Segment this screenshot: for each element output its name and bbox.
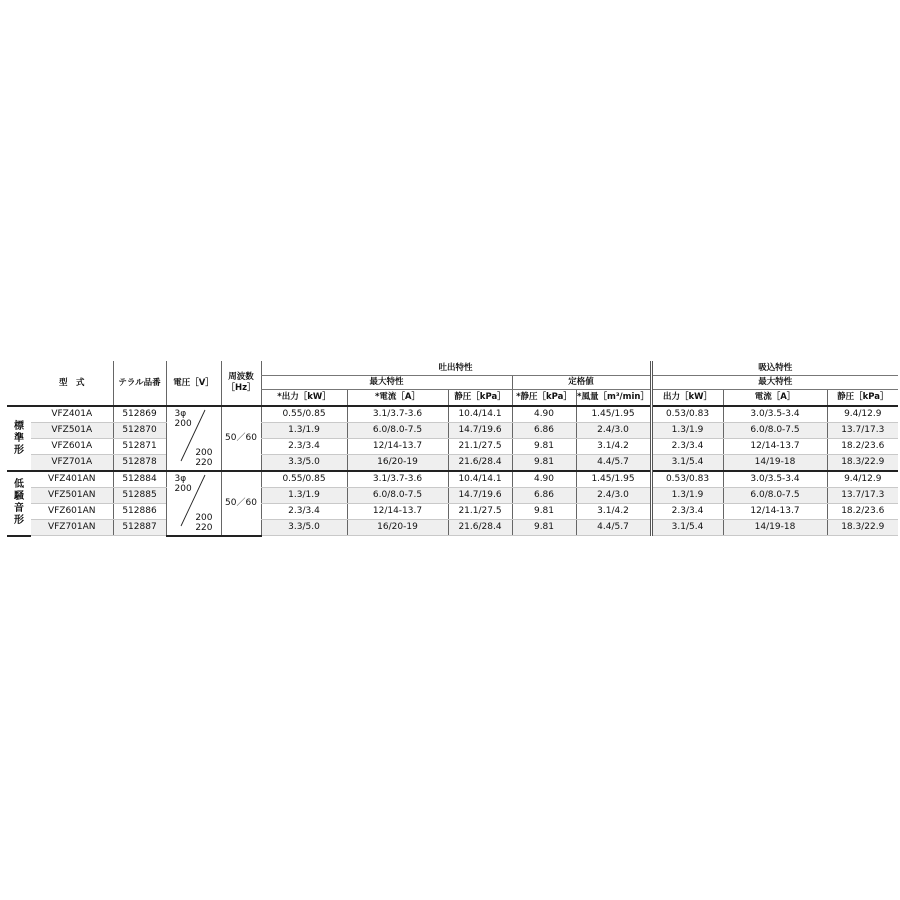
suction-static-cell: 13.7/17.3 xyxy=(827,423,898,439)
model-cell: VFZ501AN xyxy=(31,488,113,504)
group-label xyxy=(7,471,31,536)
frequency-cell: 50／60 xyxy=(221,471,261,536)
rated-static-cell: 9.81 xyxy=(512,504,576,520)
voltage-primary: 200 xyxy=(174,419,192,429)
discharge-current-cell: 16/20-19 xyxy=(347,455,448,472)
rated-airflow-cell: 3.1/4.2 xyxy=(576,439,651,455)
group-label-char: 音 xyxy=(14,503,24,515)
rated-airflow-header: *風量［m³/min］ xyxy=(576,390,651,407)
voltage-primary: 200 xyxy=(174,484,192,494)
suction-current-cell: 12/14-13.7 xyxy=(723,504,827,520)
table-row xyxy=(7,504,898,520)
suction-current-cell: 14/19-18 xyxy=(723,520,827,536)
terral-no-cell: 512869 xyxy=(113,406,166,423)
terral-no-cell: 512884 xyxy=(113,471,166,488)
suction-static-cell: 18.2/23.6 xyxy=(827,439,898,455)
suction-static-cell: 9.4/12.9 xyxy=(827,406,898,423)
suction-output-cell: 2.3/3.4 xyxy=(651,439,723,455)
suction-max-header: 最大特性 xyxy=(651,376,898,390)
terral-no-cell: 512886 xyxy=(113,504,166,520)
suction-output-cell: 0.53/0.83 xyxy=(651,406,723,423)
discharge-static-header: 静圧［kPa］ xyxy=(448,390,512,407)
table-row xyxy=(7,423,898,439)
model-cell: VFZ601AN xyxy=(31,504,113,520)
rated-airflow-cell: 4.4/5.7 xyxy=(576,455,651,472)
rated-static-cell: 9.81 xyxy=(512,520,576,536)
suction-static-cell: 18.3/22.9 xyxy=(827,455,898,472)
rated-airflow-cell: 2.4/3.0 xyxy=(576,423,651,439)
rated-static-cell: 6.86 xyxy=(512,488,576,504)
discharge-static-cell: 21.6/28.4 xyxy=(448,455,512,472)
terral-no-cell: 512871 xyxy=(113,439,166,455)
model-cell: VFZ701A xyxy=(31,455,113,472)
table-row xyxy=(7,406,898,423)
spec-table xyxy=(7,361,898,537)
terral-no-cell: 512870 xyxy=(113,423,166,439)
group-label-char: 準 xyxy=(14,432,24,444)
voltage-secondary-b: 220 xyxy=(195,522,213,533)
voltage-top xyxy=(175,474,192,494)
rated-airflow-cell: 4.4/5.7 xyxy=(576,520,651,536)
suction-output-cell: 3.1/5.4 xyxy=(651,520,723,536)
frequency-header-line2: ［Hz］ xyxy=(226,383,256,393)
frequency-header-line1: 周波数 xyxy=(228,372,254,382)
suction-current-cell: 12/14-13.7 xyxy=(723,439,827,455)
rated-static-cell: 4.90 xyxy=(512,406,576,423)
frequency-cell: 50／60 xyxy=(221,406,261,471)
rated-airflow-cell: 1.45/1.95 xyxy=(576,406,651,423)
voltage-secondary-b: 220 xyxy=(195,458,213,468)
voltage-cell xyxy=(166,406,221,471)
model-cell: VFZ601A xyxy=(31,439,113,455)
terral-no-cell: 512887 xyxy=(113,520,166,536)
suction-output-cell: 2.3/3.4 xyxy=(651,504,723,520)
suction-output-header: 出力［kW］ xyxy=(651,390,723,407)
suction-current-cell: 6.0/8.0-7.5 xyxy=(723,423,827,439)
discharge-current-header: *電流［A］ xyxy=(347,390,448,407)
discharge-output-cell: 1.3/1.9 xyxy=(261,488,347,504)
suction-output-cell: 1.3/1.9 xyxy=(651,488,723,504)
model-cell: VFZ401A xyxy=(31,406,113,423)
suction-static-cell: 13.7/17.3 xyxy=(827,488,898,504)
rated-static-header: *静圧［kPa］ xyxy=(512,390,576,407)
group-label-char: 標 xyxy=(14,420,24,432)
voltage-top xyxy=(175,409,192,429)
rated-airflow-cell: 3.1/4.2 xyxy=(576,504,651,520)
suction-current-cell: 3.0/3.5-3.4 xyxy=(723,406,827,423)
discharge-static-cell: 14.7/19.6 xyxy=(448,488,512,504)
group-label-char: 形 xyxy=(14,515,24,527)
discharge-static-cell: 10.4/14.1 xyxy=(448,406,512,423)
discharge-current-cell: 6.0/8.0-7.5 xyxy=(347,488,448,504)
model-cell: VFZ501A xyxy=(31,423,113,439)
model-cell: VFZ701AN xyxy=(31,520,113,536)
voltage-phase: 3φ xyxy=(174,409,187,419)
rated-static-cell: 4.90 xyxy=(512,471,576,488)
suction-static-cell: 18.3/22.9 xyxy=(827,520,898,536)
discharge-static-cell: 14.7/19.6 xyxy=(448,423,512,439)
discharge-current-cell: 3.1/3.7-3.6 xyxy=(347,406,448,423)
rated-static-cell: 6.86 xyxy=(512,423,576,439)
voltage-bottom xyxy=(195,448,212,468)
suction-header: 吸込特性 xyxy=(651,361,898,376)
suction-current-header: 電流［A］ xyxy=(723,390,827,407)
terral-no-cell: 512885 xyxy=(113,488,166,504)
voltage-secondary-a: 200 xyxy=(195,448,213,458)
terral-no-header: テラル品番 xyxy=(113,361,166,406)
discharge-current-cell: 3.1/3.7-3.6 xyxy=(347,471,448,488)
table-row xyxy=(7,520,898,536)
rated-header: 定格値 xyxy=(512,376,651,390)
voltage-bottom xyxy=(195,513,212,533)
header-row-1 xyxy=(7,361,898,376)
spec-table-body xyxy=(7,406,898,536)
suction-current-cell: 3.0/3.5-3.4 xyxy=(723,471,827,488)
voltage-header: 電圧［V］ xyxy=(166,361,221,406)
rated-static-cell: 9.81 xyxy=(512,455,576,472)
table-row xyxy=(7,439,898,455)
group-header-blank xyxy=(7,361,31,406)
discharge-static-cell: 21.1/27.5 xyxy=(448,439,512,455)
discharge-current-cell: 12/14-13.7 xyxy=(347,504,448,520)
voltage-secondary-a: 200 xyxy=(195,512,213,523)
discharge-static-cell: 21.6/28.4 xyxy=(448,520,512,536)
discharge-current-cell: 16/20-19 xyxy=(347,520,448,536)
rated-static-cell: 9.81 xyxy=(512,439,576,455)
suction-current-cell: 6.0/8.0-7.5 xyxy=(723,488,827,504)
discharge-output-cell: 0.55/0.85 xyxy=(261,471,347,488)
table-row xyxy=(7,488,898,504)
table-row xyxy=(7,455,898,472)
group-label xyxy=(7,406,31,471)
discharge-output-cell: 2.3/3.4 xyxy=(261,439,347,455)
suction-output-cell: 1.3/1.9 xyxy=(651,423,723,439)
discharge-output-cell: 3.3/5.0 xyxy=(261,520,347,536)
discharge-output-cell: 1.3/1.9 xyxy=(261,423,347,439)
discharge-output-header: *出力［kW］ xyxy=(261,390,347,407)
voltage-cell xyxy=(166,471,221,536)
group-label-char: 騒 xyxy=(14,491,24,503)
suction-static-header: 静圧［kPa］ xyxy=(827,390,898,407)
frequency-header xyxy=(221,361,261,406)
discharge-static-cell: 21.1/27.5 xyxy=(448,504,512,520)
discharge-output-cell: 2.3/3.4 xyxy=(261,504,347,520)
discharge-output-cell: 0.55/0.85 xyxy=(261,406,347,423)
voltage-phase: 3φ xyxy=(174,474,187,484)
rated-airflow-cell: 1.45/1.95 xyxy=(576,471,651,488)
group-label-char: 形 xyxy=(14,444,24,456)
discharge-current-cell: 12/14-13.7 xyxy=(347,439,448,455)
suction-output-cell: 3.1/5.4 xyxy=(651,455,723,472)
discharge-max-header: 最大特性 xyxy=(261,376,512,390)
terral-no-cell: 512878 xyxy=(113,455,166,472)
discharge-header: 吐出特性 xyxy=(261,361,651,376)
suction-static-cell: 9.4/12.9 xyxy=(827,471,898,488)
suction-current-cell: 14/19-18 xyxy=(723,455,827,472)
discharge-static-cell: 10.4/14.1 xyxy=(448,471,512,488)
model-header: 型 式 xyxy=(31,361,113,406)
model-cell: VFZ401AN xyxy=(31,471,113,488)
group-label-char: 低 xyxy=(14,479,24,491)
suction-output-cell: 0.53/0.83 xyxy=(651,471,723,488)
discharge-current-cell: 6.0/8.0-7.5 xyxy=(347,423,448,439)
suction-static-cell: 18.2/23.6 xyxy=(827,504,898,520)
table-row xyxy=(7,471,898,488)
discharge-output-cell: 3.3/5.0 xyxy=(261,455,347,472)
rated-airflow-cell: 2.4/3.0 xyxy=(576,488,651,504)
